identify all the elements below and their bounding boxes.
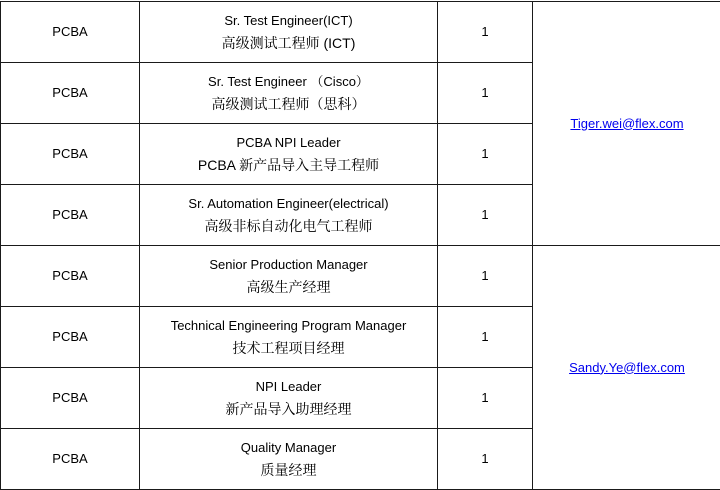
job-openings-table <box>0 1 720 490</box>
department-cell: PCBA <box>1 185 140 246</box>
position-title-zh: 技术工程项目经理 <box>140 337 437 359</box>
department-cell: PCBA <box>1 246 140 307</box>
position-title-zh: PCBA 新产品导入主导工程师 <box>140 154 437 176</box>
position-title-zh: 高级测试工程师 (ICT) <box>140 32 437 54</box>
position-cell <box>140 368 438 429</box>
position-title-zh: 质量经理 <box>140 459 437 481</box>
contact-cell <box>533 2 720 246</box>
department-cell: PCBA <box>1 368 140 429</box>
headcount-cell: 1 <box>438 124 533 185</box>
position-cell <box>140 2 438 63</box>
position-title-zh: 高级测试工程师（思科） <box>140 93 437 115</box>
position-title-en: Technical Engineering Program Manager <box>140 315 437 337</box>
department-cell: PCBA <box>1 429 140 490</box>
table-row <box>1 2 720 63</box>
headcount-cell: 1 <box>438 368 533 429</box>
department-cell: PCBA <box>1 2 140 63</box>
position-title-zh: 新产品导入助理经理 <box>140 398 437 420</box>
table-row <box>1 246 720 307</box>
headcount-cell: 1 <box>438 185 533 246</box>
position-cell <box>140 429 438 490</box>
department-cell: PCBA <box>1 63 140 124</box>
contact-email-link[interactable]: Tiger.wei@flex.com <box>570 116 683 131</box>
headcount-cell: 1 <box>438 429 533 490</box>
headcount-cell: 1 <box>438 2 533 63</box>
position-title-zh: 高级非标自动化电气工程师 <box>140 215 437 237</box>
position-title-en: Sr. Test Engineer(ICT) <box>140 10 437 32</box>
position-title-en: NPI Leader <box>140 376 437 398</box>
position-title-zh: 高级生产经理 <box>140 276 437 298</box>
position-title-en: PCBA NPI Leader <box>140 132 437 154</box>
position-cell <box>140 63 438 124</box>
contact-email-link[interactable]: Sandy.Ye@flex.com <box>569 360 685 375</box>
position-cell <box>140 307 438 368</box>
headcount-cell: 1 <box>438 246 533 307</box>
department-cell: PCBA <box>1 124 140 185</box>
position-title-en: Senior Production Manager <box>140 254 437 276</box>
contact-cell <box>533 246 720 490</box>
position-title-en: Sr. Test Engineer （Cisco） <box>140 71 437 93</box>
position-cell <box>140 246 438 307</box>
headcount-cell: 1 <box>438 307 533 368</box>
department-cell: PCBA <box>1 307 140 368</box>
position-title-en: Quality Manager <box>140 437 437 459</box>
position-cell <box>140 124 438 185</box>
position-title-en: Sr. Automation Engineer(electrical) <box>140 193 437 215</box>
headcount-cell: 1 <box>438 63 533 124</box>
position-cell <box>140 185 438 246</box>
